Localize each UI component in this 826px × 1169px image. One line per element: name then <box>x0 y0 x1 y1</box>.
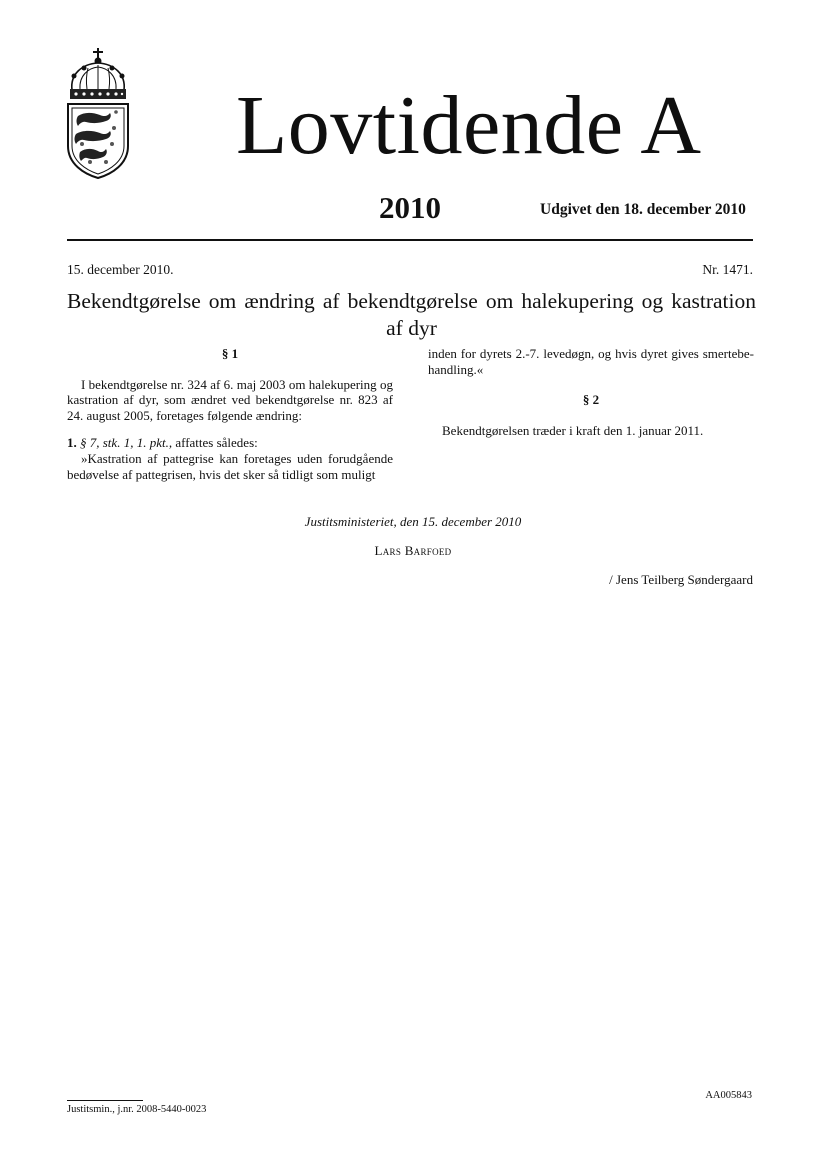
footnote-divider <box>67 1100 143 1101</box>
amendment-text: affattes således: <box>172 435 258 451</box>
document-id: AA005843 <box>705 1090 752 1101</box>
section-1-intro: I bekendtgørelse nr. 324 af 6. maj 2003 om halekupering og kastration af dyr, som ændret ved bekendtgørelse nr. 823 af 24. august 2005, foretages følgende ændring: <box>67 376 393 423</box>
signatory: / Jens Teilberg Søndergaard <box>609 572 753 587</box>
amendment-quote: »Kastration af pattegrise kan foretages uden forudgående bedøvelse af pattegrisen, hvis det sker så tidligt som muligt <box>67 450 393 482</box>
amendment-item <box>67 435 393 451</box>
header-divider <box>67 239 753 241</box>
section-1-heading: § 1 <box>221 346 239 361</box>
amendment-quote-continued: inden for dyrets 2.-7. levedøgn, og hvis dyret gives smertebehandling.« <box>428 346 754 377</box>
minister-name: Lars Barfoed <box>374 543 452 558</box>
section-2-heading: § 2 <box>582 392 600 408</box>
footer-reference: Justitsmin., j.nr. 2008-5440-0023 <box>67 1104 207 1115</box>
document-date: 15. december 2010. <box>67 262 174 277</box>
amendment-number: 1. <box>67 435 77 451</box>
section-2-text: Bekendtgørelsen træder i kraft den 1. januar 2011. <box>442 422 704 438</box>
coat-of-arms-icon <box>62 46 134 180</box>
publication-date: Udgivet den 18. december 2010 <box>540 201 746 218</box>
document-number: Nr. 1471. <box>702 262 753 277</box>
publication-title: Lovtidende A <box>236 79 702 172</box>
closing-place-date: Justitsministeriet, den 15. december 2010 <box>304 514 522 529</box>
publication-year: 2010 <box>379 190 441 225</box>
left-column <box>67 346 393 482</box>
document-title: Bekendtgørelse om ændring af bekendtgørelse om halekupering og kastration af dyr <box>67 289 756 340</box>
right-column <box>428 346 754 438</box>
amendment-reference: § 7, stk. 1, 1. pkt., <box>80 435 173 451</box>
